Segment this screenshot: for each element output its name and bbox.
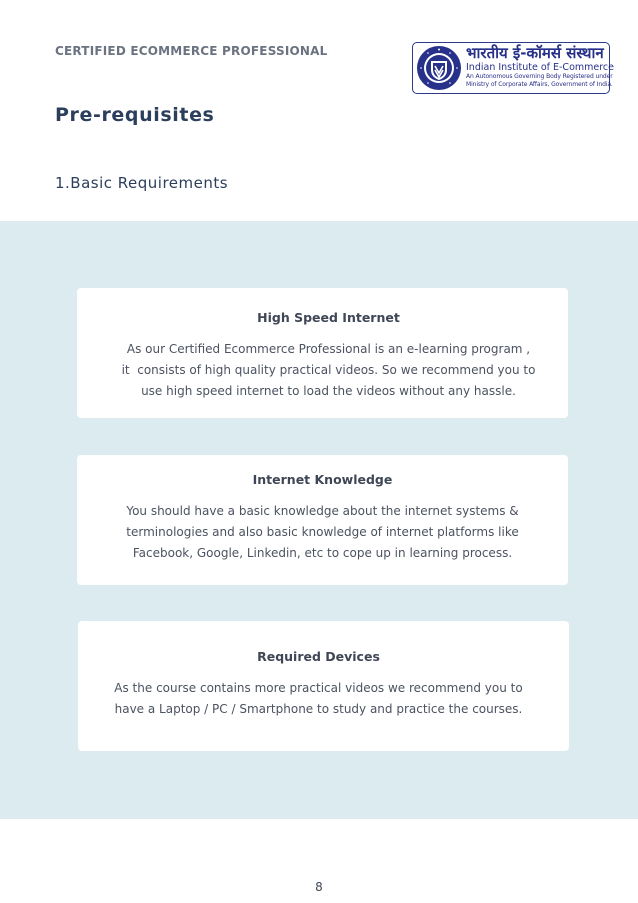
logo-tagline-1: An Autonomous Governing Body Registered under xyxy=(466,73,613,80)
card-line: As our Certified Ecommerce Professional is an e-learning program , xyxy=(126,342,531,356)
card-title: Required Devices xyxy=(257,649,380,664)
section-heading: 1.Basic Requirements xyxy=(55,174,229,192)
card-title: Internet Knowledge xyxy=(252,472,393,487)
card-body xyxy=(95,339,562,402)
logo-text xyxy=(466,44,614,88)
card-line: Facebook, Google, Linkedin, etc to cope up in learning process. xyxy=(132,546,513,560)
institute-seal-icon xyxy=(416,45,462,91)
header-label: CERTIFIED ECOMMERCE PROFESSIONAL xyxy=(55,44,328,58)
card-line: You should have a basic knowledge about the internet systems & xyxy=(126,504,519,518)
card-line: As the course contains more practical videos we recommend you to xyxy=(114,681,523,695)
page-number: 8 xyxy=(315,880,323,894)
page-title: Pre-requisites xyxy=(55,104,215,126)
card-line: have a Laptop / PC / Smartphone to study and practice the courses. xyxy=(114,702,523,716)
card-body xyxy=(87,501,558,564)
card-body xyxy=(78,678,559,720)
requirement-card-devices xyxy=(78,621,569,751)
requirement-card-internet-knowledge xyxy=(77,455,568,585)
institute-logo xyxy=(412,42,614,94)
logo-english-name: Indian Institute of E-Commerce xyxy=(466,62,614,73)
card-line: terminologies and also basic knowledge of internet platforms like xyxy=(126,525,519,539)
logo-tagline-2: Ministry of Corporate Affairs, Government of India. xyxy=(466,80,613,88)
card-line: it consists of high quality practical videos. So we recommend you to xyxy=(121,363,536,377)
card-line: use high speed internet to load the videos without any hassle. xyxy=(141,384,516,398)
logo-hindi-name: भारतीय ई-कॉमर्स संस्थान xyxy=(466,44,604,62)
requirement-card-internet-speed xyxy=(77,288,568,418)
card-title: High Speed Internet xyxy=(257,310,400,325)
